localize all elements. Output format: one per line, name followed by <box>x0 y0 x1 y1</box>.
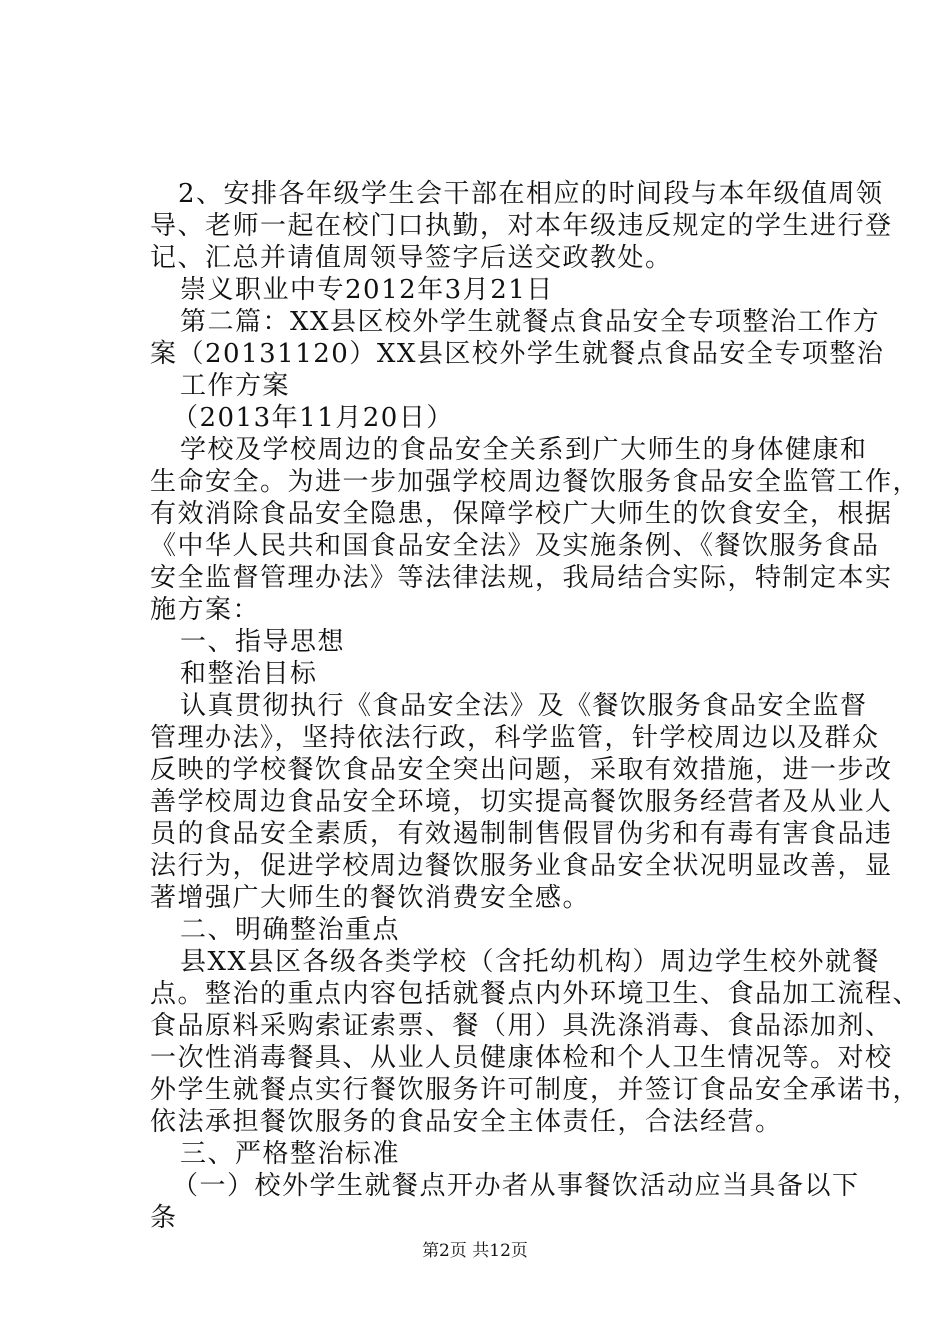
para-1-line-3: 反映的学校餐饮食品安全突出问题，采取有效措施，进一步改 <box>150 755 893 785</box>
intro-line-4: 《中华人民共和国食品安全法》及实施条例、《餐饮服务食品 <box>150 531 880 561</box>
section-title-line-2: 案（20131120）XX县区校外学生就餐点食品安全专项整治 <box>150 339 885 369</box>
intro-line-1: 学校及学校周边的食品安全关系到广大师生的身体健康和 <box>180 435 868 465</box>
heading-2: 二、明确整治重点 <box>180 915 401 945</box>
para-3-line-1: （一）校外学生就餐点开办者从事餐饮活动应当具备以下 <box>172 1171 860 1201</box>
para-1-line-6: 法行为，促进学校周边餐饮服务业食品安全状况明显改善，显 <box>150 851 893 881</box>
para-3-line-2: 条 <box>150 1203 178 1233</box>
section-title-line-3: 工作方案 <box>180 371 291 401</box>
intro-line-2: 生命安全。为进一步加强学校周边餐饮服务食品安全监管工作， <box>150 467 921 497</box>
intro-line-6: 施方案： <box>150 595 261 625</box>
para-2-line-6: 依法承担餐饮服务的食品安全主体责任，合法经营。 <box>150 1107 783 1137</box>
signature-line: 崇义职业中专2012年3月21日 <box>180 275 554 305</box>
heading-3: 三、严格整治标准 <box>180 1139 401 1169</box>
intro-line-5: 安全监督管理办法》等法律法规，我局结合实际，特制定本实 <box>150 563 893 593</box>
date-line: （2013年11月20日） <box>172 403 454 433</box>
heading-1-cont: 和整治目标 <box>180 659 318 689</box>
para-1-line-4: 善学校周边食品安全环境，切实提高餐饮服务经营者及从业人 <box>150 787 893 817</box>
para-2-line-5: 外学生就餐点实行餐饮服务许可制度，并签订食品安全承诺书， <box>150 1075 921 1105</box>
intro-line-3: 有效消除食品安全隐患，保障学校广大师生的饮食安全，根据 <box>150 499 893 529</box>
section-title-line-1: 第二篇：XX县区校外学生就餐点食品安全专项整治工作方 <box>180 307 881 337</box>
para-2-line-1: 县XX县区各级各类学校（含托幼机构）周边学生校外就餐 <box>180 947 881 977</box>
para-1-line-5: 员的食品安全素质，有效遏制制售假冒伪劣和有毒有害食品违 <box>150 819 893 849</box>
page-footer: 第2页 共12页 <box>422 1241 528 1261</box>
body-line-1: 2、安排各年级学生会干部在相应的时间段与本年级值周领 <box>178 179 884 209</box>
para-1-line-2: 管理办法》，坚持依法行政，科学监管，针学校周边以及群众 <box>150 723 880 753</box>
heading-1: 一、指导思想 <box>180 627 346 657</box>
para-1-line-1: 认真贯彻执行《食品安全法》及《餐饮服务食品安全监督 <box>180 691 868 721</box>
para-2-line-3: 食品原料采购索证索票、餐（用）具洗涤消毒、食品添加剂、 <box>150 1011 893 1041</box>
body-line-3: 记、汇总并请值周领导签字后送交政教处。 <box>150 243 673 273</box>
para-1-line-7: 著增强广大师生的餐饮消费安全感。 <box>150 883 591 913</box>
para-2-line-4: 一次性消毒餐具、从业人员健康体检和个人卫生情况等。对校 <box>150 1043 893 1073</box>
para-2-line-2: 点。整治的重点内容包括就餐点内外环境卫生、食品加工流程、 <box>150 979 921 1009</box>
body-line-2: 导、老师一起在校门口执勤，对本年级违反规定的学生进行登 <box>150 211 893 241</box>
